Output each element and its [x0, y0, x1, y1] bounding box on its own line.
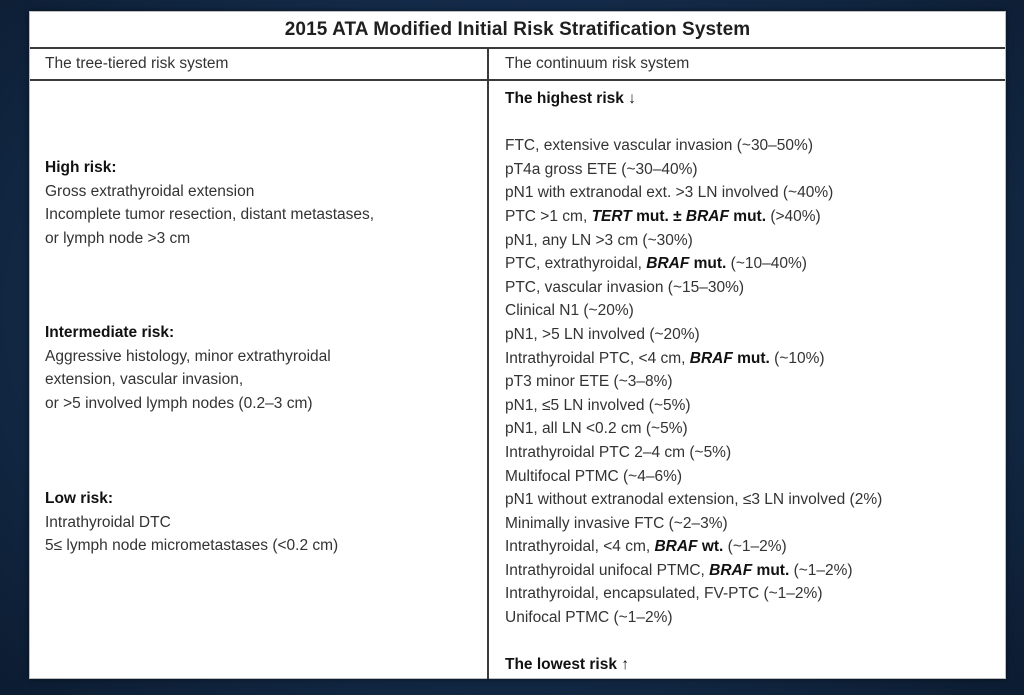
continuum-item [505, 394, 882, 418]
continuum-column [489, 81, 1005, 679]
item-text-pre: Intrathyroidal unifocal PTMC, [505, 561, 710, 579]
high-risk-line: or lymph node >3 cm [45, 229, 191, 247]
continuum-item [505, 582, 882, 606]
item-text-post: (~10–40%) [726, 255, 807, 273]
item-text-em1: BRAF [709, 561, 753, 579]
intermediate-risk-heading: Intermediate risk: [45, 324, 175, 341]
item-text-post: (~1–2%) [789, 561, 853, 579]
item-text-pre: PTC >1 cm, [505, 207, 592, 225]
item-text-pre: pN1, any LN >3 cm (~30%) [505, 231, 693, 249]
continuum-item [505, 229, 882, 253]
item-text-em2: BRAF [685, 207, 729, 225]
header-right: The continuum risk system [505, 55, 690, 72]
header-row [30, 49, 1005, 81]
item-text-pre: Intrathyroidal, encapsulated, FV-PTC (~1–2%) [505, 585, 823, 603]
item-text-pre: PTC, extrathyroidal, [505, 255, 647, 273]
item-text-mid1: mut. [752, 561, 790, 579]
continuum-item [505, 323, 882, 347]
item-text-pre: Multifocal PTMC (~4–6%) [505, 467, 683, 485]
item-text-mid1: mut. ± [631, 207, 686, 225]
item-text-pre: PTC, vascular invasion (~15–30%) [505, 278, 745, 296]
spacer [505, 111, 882, 135]
item-text-pre: Intrathyroidal, <4 cm, [505, 538, 655, 556]
item-text-mid2: mut. [728, 207, 767, 225]
high-risk-block [45, 156, 374, 250]
low-risk-heading: Low risk: [45, 490, 114, 507]
continuum-item [505, 488, 882, 512]
low-risk-line: 5≤ lymph node micrometastases (<0.2 cm) [45, 537, 339, 555]
item-text-pre: pT4a gross ETE (~30–40%) [505, 160, 698, 178]
item-text-pre: pT3 minor ETE (~3–8%) [505, 373, 673, 391]
item-text-pre: Intrathyroidal PTC, <4 cm, [505, 349, 690, 367]
high-risk-line: Gross extrathyroidal extension [45, 182, 255, 200]
item-text-em1: BRAF [654, 538, 698, 556]
item-text-pre: pN1, >5 LN involved (~20%) [505, 325, 700, 343]
table-title: 2015 ATA Modified Initial Risk Stratification System [30, 12, 1005, 49]
continuum-item [505, 606, 882, 630]
intermediate-risk-line: Aggressive histology, minor extrathyroidal [45, 347, 331, 365]
continuum-item [505, 512, 882, 536]
item-text-pre: pN1, ≤5 LN involved (~5%) [505, 396, 691, 414]
intermediate-risk-line: extension, vascular invasion, [45, 371, 244, 389]
item-text-em1: TERT [591, 207, 632, 225]
intermediate-risk-line: or >5 involved lymph nodes (0.2–3 cm) [45, 394, 313, 412]
low-risk-line: Intrathyroidal DTC [45, 513, 171, 531]
high-risk-heading: High risk: [45, 159, 117, 176]
continuum-item [505, 252, 882, 276]
item-text-pre: Intrathyroidal PTC 2–4 cm (~5%) [505, 443, 732, 461]
three-tier-column [30, 81, 489, 679]
item-text-em1: BRAF [646, 255, 690, 273]
continuum-item [505, 441, 882, 465]
lowest-risk-label: The lowest risk ↑ [505, 656, 630, 674]
continuum-item [505, 181, 882, 205]
item-text-post: (~1–2%) [723, 538, 787, 556]
item-text-em1: BRAF [689, 349, 733, 367]
continuum-item [505, 535, 882, 559]
continuum-item [505, 559, 882, 583]
spacer [505, 630, 882, 654]
highest-risk-label: The highest risk ↓ [505, 90, 636, 107]
intermediate-risk-block [45, 321, 331, 415]
continuum-item [505, 299, 882, 323]
continuum-item [505, 465, 882, 489]
continuum-list [505, 87, 882, 677]
item-text-pre: pN1 with extranodal ext. >3 LN involved (~40%) [505, 184, 834, 202]
item-text-pre: Unifocal PTMC (~1–2%) [505, 609, 673, 627]
item-text-mid1: wt. [697, 538, 724, 556]
risk-table [29, 11, 1006, 679]
item-text-pre: Minimally invasive FTC (~2–3%) [505, 514, 728, 532]
continuum-item [505, 370, 882, 394]
continuum-items [505, 134, 882, 629]
continuum-item [505, 417, 882, 441]
high-risk-line: Incomplete tumor resection, distant metastases, [45, 206, 375, 224]
item-text-pre: Clinical N1 (~20%) [505, 302, 634, 320]
item-text-pre: FTC, extensive vascular invasion (~30–50%) [505, 137, 813, 155]
low-risk-block [45, 487, 338, 558]
continuum-item [505, 347, 882, 371]
item-text-mid1: mut. [732, 349, 770, 367]
item-text-post: (>40%) [766, 207, 821, 225]
body-row [30, 81, 1005, 679]
continuum-item [505, 158, 882, 182]
continuum-item [505, 205, 882, 229]
continuum-item [505, 134, 882, 158]
continuum-item [505, 276, 882, 300]
item-text-mid1: mut. [689, 255, 727, 273]
header-left: The tree-tiered risk system [30, 49, 489, 79]
item-text-post: (~10%) [769, 349, 825, 367]
item-text-pre: pN1, all LN <0.2 cm (~5%) [505, 420, 688, 438]
item-text-pre: pN1 without extranodal extension, ≤3 LN involved (2%) [505, 491, 883, 509]
